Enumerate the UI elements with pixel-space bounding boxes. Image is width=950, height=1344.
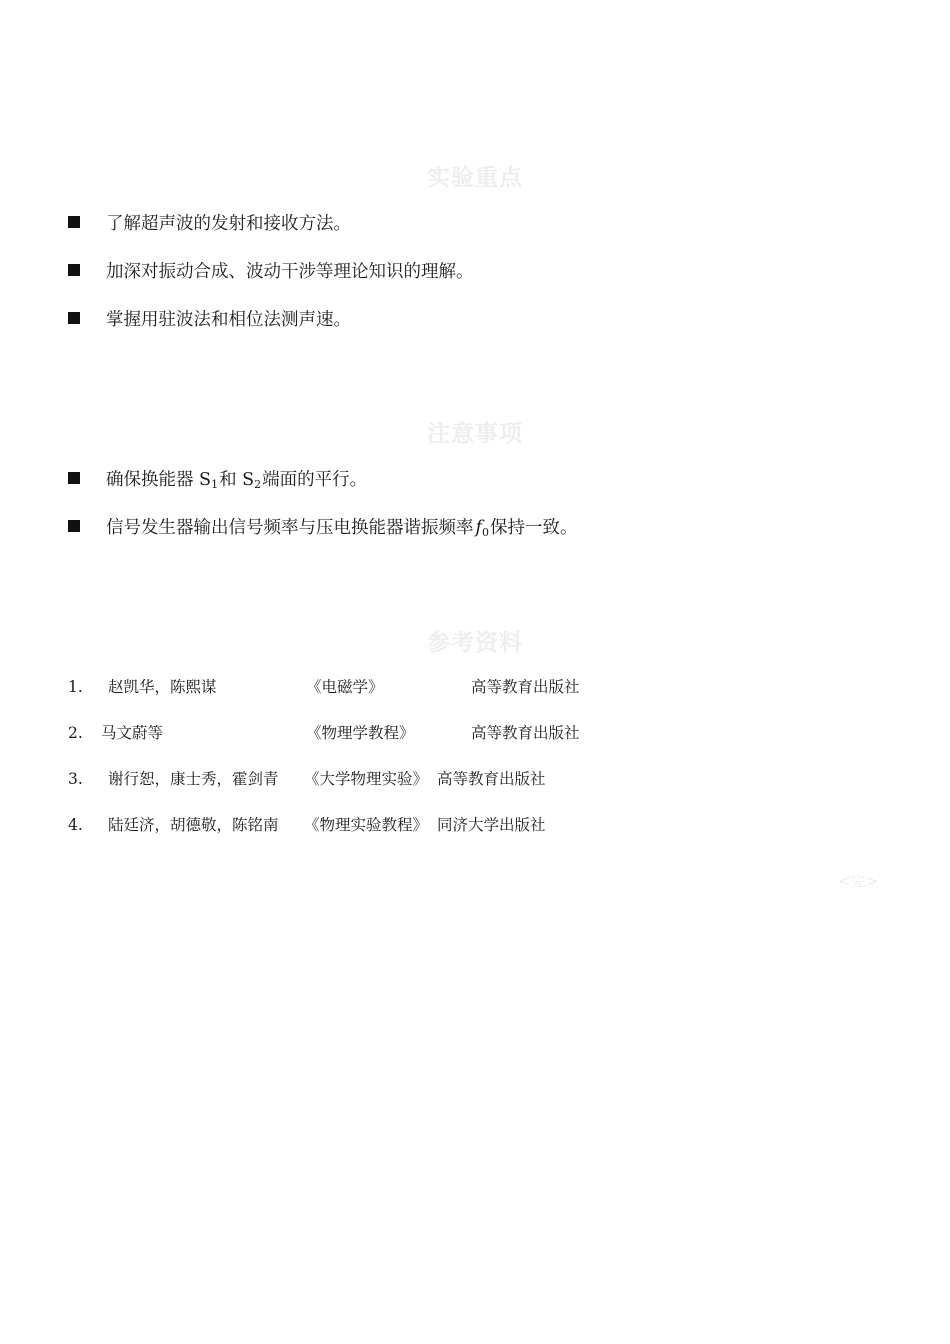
list-item — [68, 246, 474, 294]
reference-item — [68, 802, 688, 848]
subscript: 2 — [254, 477, 262, 491]
list-item-text: 加深对振动合成、波动干涉等理论知识的理解。 — [106, 261, 474, 282]
text-segment: 端面的平行。 — [262, 469, 368, 490]
text-segment: 信号发生器输出信号频率与压电换能器谐振频率 — [106, 517, 474, 538]
reference-title: 《大学物理实验》 — [304, 770, 429, 788]
subscript: 1 — [211, 477, 219, 491]
frequency-symbol: f — [475, 517, 482, 538]
square-bullet-icon — [68, 264, 80, 276]
key-points-heading: 实验重点 — [427, 165, 523, 191]
list-item-text — [106, 514, 577, 539]
reference-title: 《物理学教程》 — [306, 724, 415, 742]
reference-authors: 赵凯华，陈熙谋 — [108, 678, 217, 696]
reference-title: 《物理实验教程》 — [304, 816, 429, 834]
list-item-text: 了解超声波的发射和接收方法。 — [106, 213, 351, 234]
references-heading: 参考资料 — [427, 630, 523, 656]
precautions-list — [68, 454, 577, 550]
list-item — [68, 294, 474, 342]
reference-publisher: 高等教育出版社 — [471, 678, 580, 696]
key-points-list — [68, 198, 474, 342]
reference-authors: 陆廷济，胡德敬，陈铭南 — [108, 816, 279, 834]
reference-number: 3. — [68, 770, 83, 788]
reference-authors: 马文蔚等 — [101, 724, 164, 742]
reference-publisher: 同济大学出版社 — [437, 816, 546, 834]
text-segment: 确保换能器 S — [106, 469, 212, 490]
subscript: 0 — [481, 525, 489, 539]
reference-title: 《电磁学》 — [306, 678, 384, 696]
reference-publisher: 高等教育出版社 — [471, 724, 580, 742]
list-item-text: 掌握用驻波法和相位法测声速。 — [106, 309, 351, 330]
text-segment: 和 S — [219, 469, 255, 490]
reference-number: 4. — [68, 816, 83, 834]
square-bullet-icon — [68, 312, 80, 324]
reference-number: 2. — [68, 724, 83, 742]
references-list — [68, 664, 688, 848]
reference-item — [68, 664, 688, 710]
end-mark: <完> — [838, 872, 879, 890]
list-item — [68, 198, 474, 246]
reference-item — [68, 756, 688, 802]
precautions-heading: 注意事项 — [427, 421, 523, 447]
list-item — [68, 454, 577, 502]
reference-publisher: 高等教育出版社 — [437, 770, 546, 788]
square-bullet-icon — [68, 520, 80, 532]
list-item-text — [106, 466, 367, 491]
square-bullet-icon — [68, 216, 80, 228]
square-bullet-icon — [68, 472, 80, 484]
list-item — [68, 502, 577, 550]
reference-number: 1. — [68, 678, 83, 696]
reference-item — [68, 710, 688, 756]
text-segment: 保持一致。 — [489, 517, 578, 538]
reference-authors: 谢行恕，康士秀，霍剑青 — [108, 770, 279, 788]
